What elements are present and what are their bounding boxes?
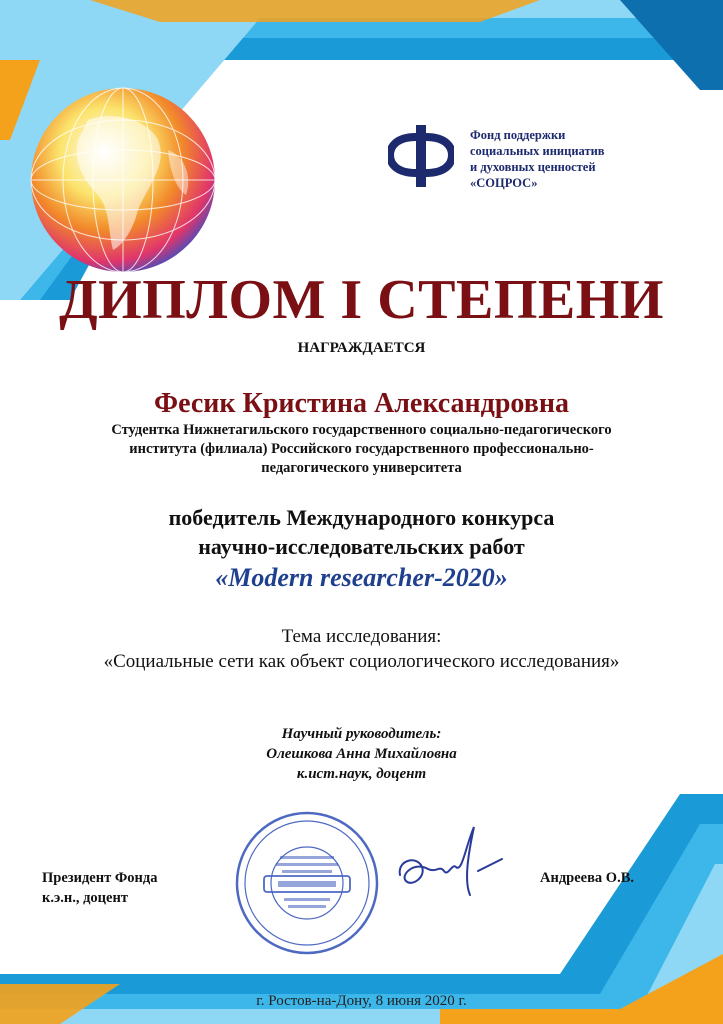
supervisor-name: Олешкова Анна Михайловна <box>266 746 457 762</box>
recipient-name: Фесик Кристина Александровна <box>154 388 569 419</box>
signatory-name: Андреева О.В. <box>540 870 635 886</box>
signatory-position-line-2: к.э.н., доцент <box>42 890 128 906</box>
contest-name: «Modern researcher-2020» <box>215 563 508 592</box>
signatory-position-line-1: Президент Фонда <box>42 870 158 886</box>
diploma-title: ДИПЛОМ I СТЕПЕНИ <box>59 269 664 331</box>
globe-image <box>18 80 228 280</box>
signature-image <box>392 815 512 905</box>
recipient-description-line-2: института (филиала) Российского государственного профессионально- <box>129 441 594 457</box>
topic-label: Тема исследования: <box>281 626 442 647</box>
recipient-description-line-3: педагогического университета <box>261 460 462 476</box>
winner-line-1: победитель Международного конкурса <box>168 505 555 530</box>
fund-name-line-1: Фонд поддержки <box>470 128 566 142</box>
fund-logo-icon <box>388 123 454 189</box>
winner-line-2: научно-исследовательских работ <box>198 534 525 559</box>
place-and-date: г. Ростов-на-Дону, 8 июня 2020 г. <box>256 993 467 1009</box>
awarded-label: НАГРАЖДАЕТСЯ <box>297 340 426 356</box>
supervisor-label: Научный руководитель: <box>281 726 442 742</box>
official-stamp-seal <box>232 808 382 958</box>
fund-name-line-2: социальных инициатив <box>470 144 605 158</box>
supervisor-degree: к.ист.наук, доцент <box>296 766 427 782</box>
fund-name-line-4: «СОЦРОС» <box>470 176 538 190</box>
recipient-description-line-1: Студентка Нижнетагильского государственного социально-педагогического <box>111 422 612 438</box>
fund-name-line-3: и духовных ценностей <box>470 160 596 174</box>
research-topic: «Социальные сети как объект социологического исследования» <box>103 651 620 672</box>
